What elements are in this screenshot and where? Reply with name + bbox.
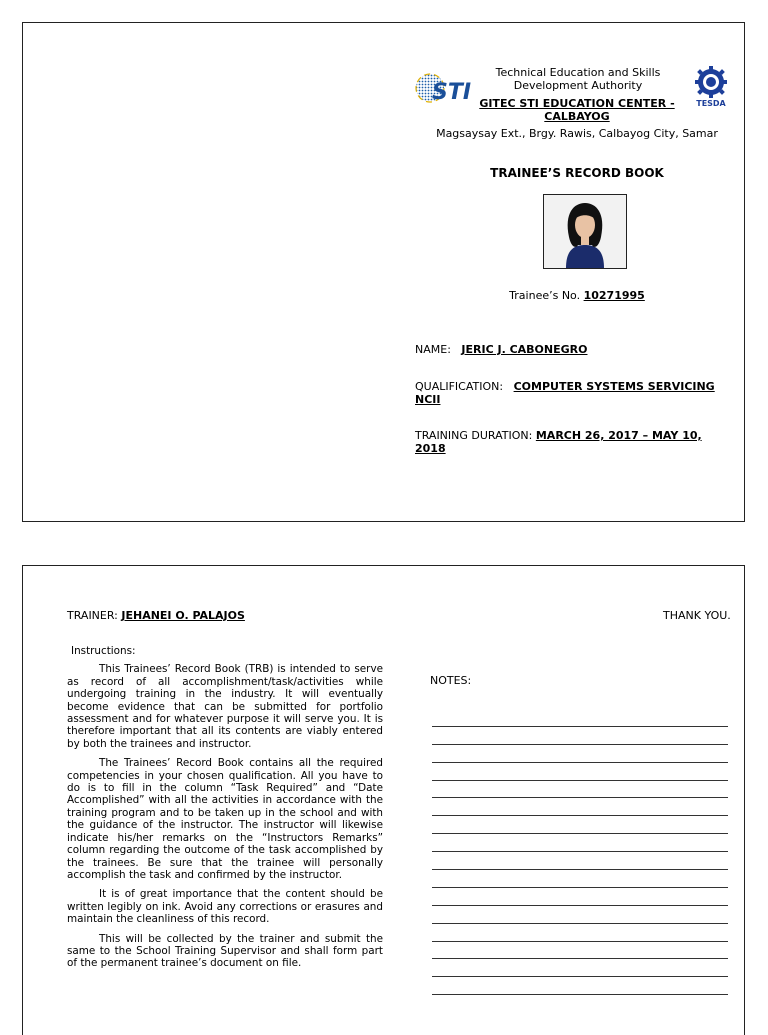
school-name: GITEC STI EDUCATION CENTER - CALBAYOG bbox=[479, 97, 675, 123]
trainee-number-line bbox=[417, 289, 737, 302]
svg-text:STI: STI bbox=[432, 80, 471, 105]
note-line bbox=[432, 906, 728, 924]
note-line bbox=[432, 852, 728, 870]
agency-name: Technical Education and Skills Development Authority bbox=[495, 66, 661, 92]
note-line bbox=[432, 888, 728, 906]
trainer-name: JEHANEI O. PALAJOS bbox=[121, 609, 245, 622]
note-line bbox=[432, 763, 728, 781]
instructions-paragraph: This will be collected by the trainer and submit the same to the School Training Supervisor and shall form part of the permanent trainee’s document on file. bbox=[67, 932, 383, 970]
school-address: Magsaysay Ext., Brgy. Rawis, Calbayog City, Samar bbox=[436, 127, 718, 140]
thank-you-text: THANK YOU. bbox=[663, 609, 731, 622]
notes-lines bbox=[432, 709, 728, 995]
name-label: NAME: bbox=[415, 343, 451, 356]
instructions-heading: Instructions: bbox=[71, 645, 136, 657]
instructions-paragraph: This Trainees’ Record Book (TRB) is intended to serve as record of all accomplishment/task/activities while undergoing training in the industry. It will eventually become evidence that can be submitted for portfolio assessment and for whatever purpose it will serve you. It is therefore important that all its contents are viably entered by both the trainees and instructor. bbox=[67, 663, 383, 750]
tesda-logo bbox=[685, 65, 737, 107]
instructions-block bbox=[67, 645, 383, 977]
note-line bbox=[432, 727, 728, 745]
name-field bbox=[415, 343, 735, 356]
training-duration-label: TRAINING DURATION: bbox=[415, 429, 533, 442]
trainee-name: JERIC J. CABONEGRO bbox=[461, 343, 588, 356]
sti-logo bbox=[415, 68, 471, 108]
qualification-field bbox=[415, 380, 735, 406]
note-line bbox=[432, 834, 728, 852]
training-duration-value: MARCH 26, 2017 – MAY 10, 2018 bbox=[415, 429, 702, 455]
trainee-number: 10271995 bbox=[583, 289, 645, 302]
note-line bbox=[432, 781, 728, 799]
trainer-line bbox=[67, 609, 245, 622]
instructions-paragraph: The Trainees’ Record Book contains all the required competencies in your chosen qualification. All you have to do is to fill in the column “Task Required” and “Date Accomplished” with all the activities in accordance with the training program and to be taken up in the school and with the guidance of the instructor. The instructor will likewise indicate his/her remarks on the “Instructors Remarks” column regarding the outcome of the task accomplished by the trainees. Be sure that the trainee will personally accomplish the task and confirmed by the instructor. bbox=[67, 757, 383, 881]
record-book-cover-page bbox=[22, 22, 745, 522]
svg-text:TESDA: TESDA bbox=[696, 99, 726, 107]
note-line bbox=[432, 816, 728, 834]
note-line bbox=[432, 942, 728, 960]
note-line bbox=[432, 709, 728, 727]
record-book-instructions-page bbox=[22, 565, 745, 1035]
trainer-label: TRAINER: bbox=[67, 609, 118, 622]
note-line bbox=[432, 924, 728, 942]
note-line bbox=[432, 977, 728, 995]
note-line bbox=[432, 959, 728, 977]
notes-label: NOTES: bbox=[430, 674, 472, 687]
note-line bbox=[432, 870, 728, 888]
training-duration-field bbox=[415, 429, 735, 455]
qualification-value: COMPUTER SYSTEMS SERVICING NCII bbox=[415, 380, 715, 406]
trainee-number-label: Trainee’s No. bbox=[509, 289, 581, 302]
book-title: TRAINEE’S RECORD BOOK bbox=[490, 166, 664, 180]
trainee-photo bbox=[543, 194, 627, 269]
instructions-paragraph: It is of great importance that the content should be written legibly on ink. Avoid any corrections or erasures and maintain the cleanliness of this record. bbox=[67, 888, 383, 926]
note-line bbox=[432, 798, 728, 816]
qualification-label: QUALIFICATION: bbox=[415, 380, 504, 393]
note-line bbox=[432, 745, 728, 763]
